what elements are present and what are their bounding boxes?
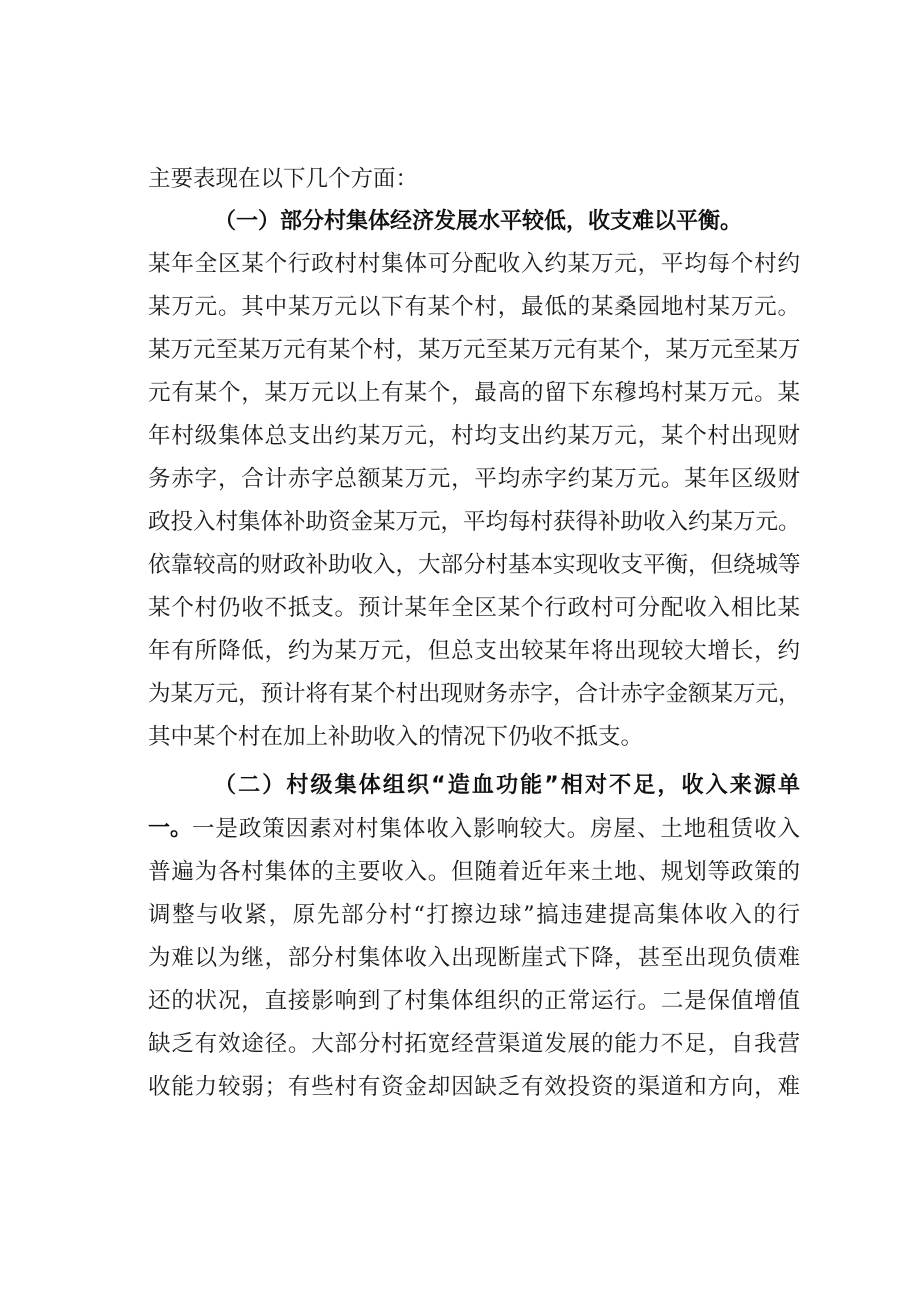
section1-heading: （一）部分村集体经济发展水平较低，收支难以平衡。 [214,209,743,234]
section1-line: 某万元至某万元有某个村，某万元至某万元有某个，某万元至某万 [148,337,801,363]
intro-line: 主要表现在以下几个方面： [148,166,419,192]
section2-heading: （二）村级集体组织“造血功能”相对不足，收入来源单 [214,773,800,798]
section1-line: 年有所降低，约为某万元，但总支出较某年将出现较大增长，约 [148,638,800,664]
section1-line: 为某万元，预计将有某个村出现财务赤字，合计赤字金额某万元， [148,681,801,707]
section2-line: 收能力较弱；有些村有资金却因缺乏有效投资的渠道和方向，难 [148,1074,800,1100]
section2-heading-tail: 一。 [148,816,193,841]
section1-line: 某个村仍收不抵支。预计某年全区某个行政村可分配收入相比某 [148,595,800,621]
section2-line: 为难以为继，部分村集体收入出现断崖式下降，甚至出现负债难 [148,945,800,971]
section1-line: 其中某个村在加上补助收入的情况下仍收不抵支。 [148,724,644,750]
section1-line: 某万元。其中某万元以下有某个村，最低的某桑园地村某万元。 [148,294,800,320]
section2-line: 缺乏有效途径。大部分村拓宽经营渠道发展的能力不足，自我营 [148,1031,800,1057]
section1-line: 依靠较高的财政补助收入，大部分村基本实现收支平衡，但绕城等 [148,552,801,578]
section2-line: 还的状况，直接影响到了村集体组织的正常运行。二是保值增值 [148,988,800,1014]
section2-first-line [148,808,800,850]
section1-line: 务赤字，合计赤字总额某万元，平均赤字约某万元。某年区级财 [148,466,800,492]
section2-first-line-text: 一是政策因素对村集体收入影响较大。房屋、土地租赁收入 [192,816,800,842]
section2-line: 调整与收紧，原先部分村“打擦边球”搞违建提高集体收入的行 [148,902,800,928]
section1-line: 政投入村集体补助资金某万元，平均每村获得补助收入约某万元。 [148,509,801,535]
section1-line: 元有某个，某万元以上有某个，最高的留下东穆坞村某万元。某 [148,380,800,406]
section1-line: 年村级集体总支出约某万元，村均支出约某万元，某个村出现财 [148,423,800,449]
section2-line: 普遍为各村集体的主要收入。但随着近年来土地、规划等政策的 [148,859,800,885]
section1-line: 某年全区某个行政村村集体可分配收入约某万元，平均每个村约 [148,251,800,277]
